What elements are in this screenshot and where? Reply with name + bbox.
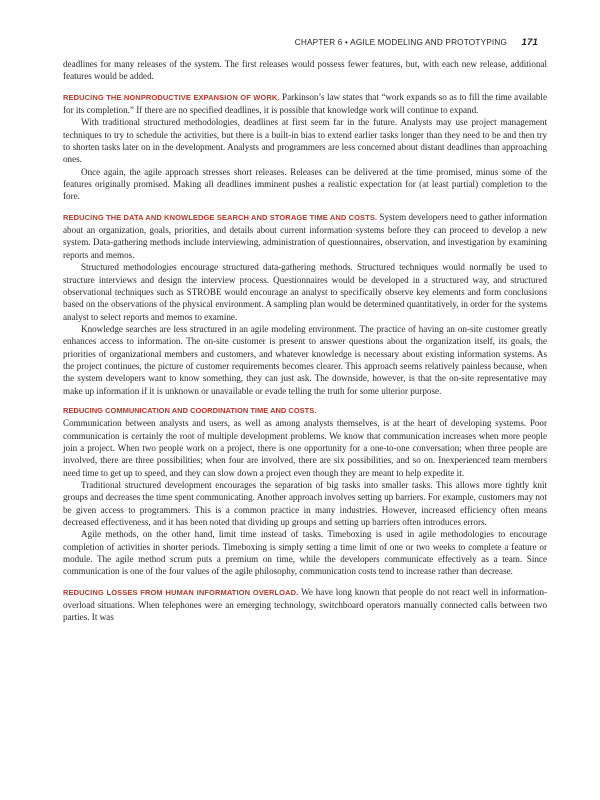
section-information-overload [63,586,547,624]
section-heading: REDUCING LOSSES FROM HUMAN INFORMATION OVERLOAD. [63,587,299,597]
paragraph-continuation: deadlines for many releases of the system. The first releases would possess fewer features, but, with each new release, additional features would be added. [63,59,547,82]
body-text [63,58,547,624]
page-number: 171 [521,37,538,48]
section-heading: REDUCING COMMUNICATION AND COORDINATION TIME AND COSTS. [63,405,317,415]
paragraph: Agile methods, on the other hand, limit time instead of tasks. Timeboxing is used in agile methodologies to encourage completion of activities in shorter periods. Timeboxing is simply setting a time limit of one or two weeks to complete a feature or module. The agile method scrum puts a premium on time, while the developers communicate effectively as a team. Since communication is one of the four values of the agile philosophy, communication costs tend to increase rather than decrease. [63,529,547,577]
paragraph-text: We have long known that people do not react well in information-overload situations. When telephones were an emerging technology, switchboard operators manually connected calls between two parties. It was [63,586,548,623]
paragraph: Traditional structured development encourages the separation of big tasks into smaller tasks. This allows more tightly knit groups and decreases the time spent communicating. Another approach involves setting up barriers. For example, customers may not be given access to programmers. This is a common practice in many industries. However, increased efficiency often means decreased effectiveness, and it has been noted that dividing up groups and setting up barriers often introduces errors. [63,480,547,528]
paragraph: With traditional structured methodologies, deadlines at first seem far in the future. Analysts may use project management techniques to try to schedule the activities, but there is a built-in bias to extend earlier tasks longer than they need to be and then try to shorten tasks later on in the development. Analysts and programmers are less concerned about distant deadlines than approaching ones. [63,117,547,165]
paragraph: Knowledge searches are less structured in an agile modeling environment. The practice of having an on-site customer greatly enhances access to information. The on-site customer is present to answer questions about the organization itself, its goals, the priorities of organizational members and customers, and whatever knowledge is necessary about existing information systems. As the project continues, the picture of customer requirements becomes clearer. This approach seems relatively painless because, when the system developers want to know something, they can just ask. The downside, however, is that the on-site representative may make up information if it is unknown or unavailable or evade telling the truth for some ulterior purpose. [63,323,547,396]
paragraph: Structured methodologies encourage structured data-gathering methods. Structured techniques would normally be used to structure interviews and design the interview process. Questionnaires would be developed in a structured way, and structured observational techniques such as STROBE would encourage an analyst to specifically observe key elements and form conclusions based on the observations of the physical environment. A sampling plan would be determined quantitatively, in order for the systems analyst to select reports and memos to examine. [63,262,547,322]
section-heading: REDUCING THE DATA AND KNOWLEDGE SEARCH AND STORAGE TIME AND COSTS. [63,212,378,222]
paragraph: Once again, the agile approach stresses short releases. Releases can be delivered at the time promised, minus some of the features originally promised. Making all deadlines imminent pushes a realistic expectation for (at least partial) completion to the fore. [63,166,547,202]
paragraph-text: System developers need to gather information about an organization, goals, priorities, and details about current information systems before they can proceed to develop a new system. Data-gathering methods include interviewing, administration of questionnaires, observation, and investigation by examining reports and memos. [63,211,547,260]
chapter-title: AGILE MODELING AND PROTOTYPING [350,38,508,47]
paragraph: Communication between analysts and users, as well as among analysts themselves, is at the heart of developing systems. Poor communication is certainly the root of multiple development problems. We know that communication increases when more people join a project. When two people work on a project, there is one opportunity for a one-to-one conversation; when three people are involved, there are three possibilities; when four are involved, there are six possibilities, and so on. Inexperienced team members need time to get up to speed, and they can slow down a project even though they are meant to help expedite it. [63,418,547,478]
section-heading: REDUCING THE NONPRODUCTIVE EXPANSION OF WORK. [63,92,280,102]
section-nonproductive-expansion [63,91,547,117]
running-head [295,37,538,48]
bullet-separator: • [345,38,349,47]
chapter-label: CHAPTER 6 [294,38,343,47]
paragraph-text: Parkinson’s law states that “work expands so as to fill the time available for its completion.” If there are no specified deadlines, it is possible that knowledge work will continue to expand. [63,91,547,116]
section-knowledge-search [63,211,547,261]
